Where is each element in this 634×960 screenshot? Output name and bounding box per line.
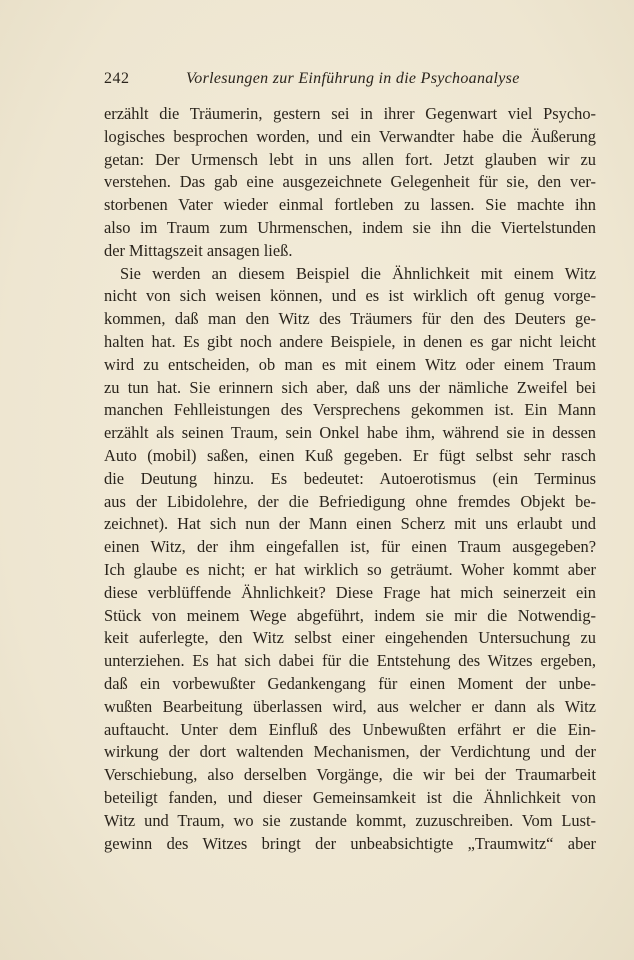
text-line: Ich glaube es nicht; er hat wirklich so geträumt. Woher kommt aber xyxy=(104,559,596,579)
text-line: wirkung der dort waltenden Mechanismen, der Verdichtung und der xyxy=(104,742,596,762)
body-text xyxy=(104,103,596,855)
text-line: beteiligt fanden, und dieser Gemeinsamkeit ist die Ähnlichkeit von xyxy=(104,787,596,807)
text-line: also im Traum zum Uhrmenschen, indem sie ihn die Viertelstunden xyxy=(104,217,596,237)
text-line: erzählt als seinen Traum, sein Onkel habe ihm, während sie in dessen xyxy=(104,423,596,443)
text-line: verstehen. Das gab eine ausgezeichnete Gelegenheit für sie, den ver- xyxy=(104,172,596,192)
text-line: zeichnet). Hat sich nun der Mann einen Scherz mit uns erlaubt und xyxy=(104,514,596,534)
text-line: logisches besprochen worden, und ein Verwandter habe die Äußerung xyxy=(104,126,596,146)
text-line: halten hat. Es gibt noch andere Beispiele, in denen es gar nicht leicht xyxy=(104,331,596,351)
text-line: nicht von sich weisen können, und es ist wirklich oft genug vorge- xyxy=(104,286,596,306)
text-line: Auto (mobil) saßen, einen Kuß gegeben. Er fügt selbst sehr rasch xyxy=(104,445,596,465)
text-line: unterziehen. Es hat sich dabei für die Entstehung des Witzes ergeben, xyxy=(104,651,596,671)
text-line: Witz und Traum, wo sie zustande kommt, zuzuschreiben. Vom Lust- xyxy=(104,810,596,830)
page-number: 242 xyxy=(104,70,130,87)
text-line: zu tun hat. Sie erinnern sich aber, daß uns der nämliche Zweifel bei xyxy=(104,377,596,397)
text-line: gewinn des Witzes bringt der unbeabsichtigte „Traumwitz“ aber xyxy=(104,833,596,853)
text-line: einen Witz, der ihm eingefallen ist, für einen Traum ausgegeben? xyxy=(104,537,596,557)
running-title: Vorlesungen zur Einführung in die Psychoanalyse xyxy=(186,70,520,87)
text-line: wird zu entscheiden, ob man es mit einem Witz oder einem Traum xyxy=(104,354,596,374)
text-line: getan: Der Urmensch lebt in uns allen fort. Jetzt glauben wir zu xyxy=(104,149,596,169)
text-line: der Mittagszeit ansagen ließ. xyxy=(104,240,293,260)
text-line: diese verblüffende Ähnlichkeit? Diese Frage hat mich seinerzeit ein xyxy=(104,582,596,602)
text-line: kommen, daß man den Witz des Träumers für den des Deuters ge- xyxy=(104,309,596,329)
text-line: die Deutung hinzu. Es bedeutet: Autoerotismus (ein Terminus xyxy=(104,468,596,488)
text-line: Sie werden an diesem Beispiel die Ähnlichkeit mit einem Witz xyxy=(120,263,596,283)
text-line: keit auferlegte, den Witz selbst einer eingehenden Untersuchung zu xyxy=(104,628,596,648)
text-line: aus der Libidolehre, der die Befriedigung ohne fremdes Objekt be- xyxy=(104,491,596,511)
text-line: Stück von meinem Wege abgeführt, indem sie mir die Notwendig- xyxy=(104,605,596,625)
text-line: wußten Bearbeitung überlassen wird, aus welcher er dann als Witz xyxy=(104,696,596,716)
text-line: storbenen Vater wieder einmal fortleben zu lassen. Sie machte ihn xyxy=(104,195,596,215)
text-line: daß ein vorbewußter Gedankengang für einen Moment der unbe- xyxy=(104,673,596,693)
text-line: manchen Fehlleistungen des Versprechens gekommen ist. Ein Mann xyxy=(104,400,596,420)
text-line: auftaucht. Unter dem Einfluß des Unbewußten erfährt er die Ein- xyxy=(104,719,596,739)
text-line: Verschiebung, also derselben Vorgänge, die wir bei der Traumarbeit xyxy=(104,765,596,785)
text-line: erzählt die Träumerin, gestern sei in ihrer Gegenwart viel Psycho- xyxy=(104,104,596,123)
running-head xyxy=(104,70,530,94)
